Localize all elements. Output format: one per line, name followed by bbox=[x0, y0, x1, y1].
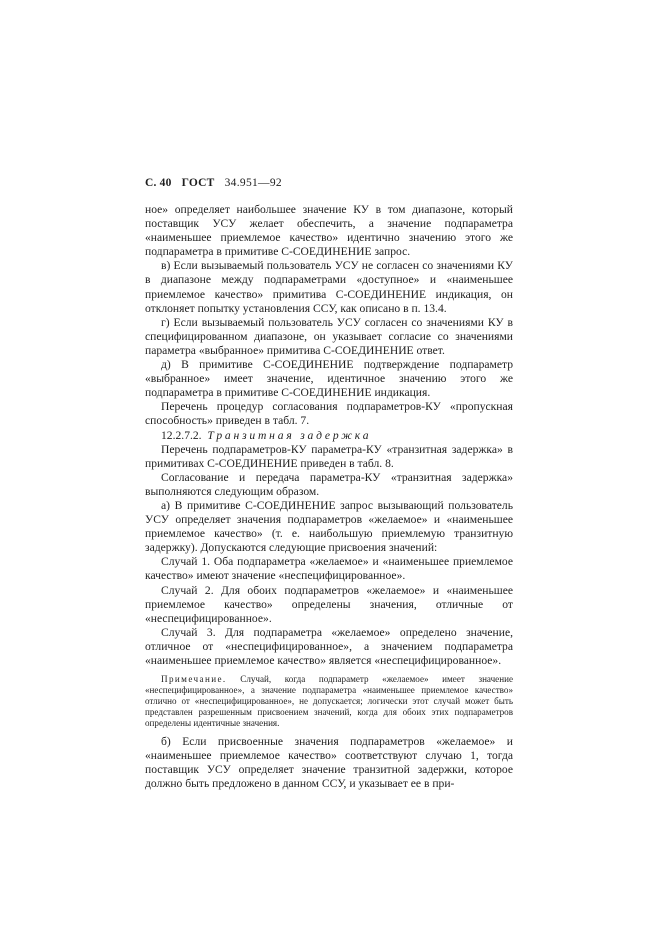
paragraph: Случай 3. Для подпараметра «желаемое» определено значение, отличное от «неспецифицированное», а значением подпараметра «наименьшее приемлемое качество» является «неспецифицированное». bbox=[145, 625, 513, 667]
paragraph: Случай 2. Для обоих подпараметров «желаемое» и «наименьшее приемлемое качество» определены значения, отличные от «неспецифицированное». bbox=[145, 583, 513, 625]
section-title: Транзитная задержка bbox=[207, 428, 372, 442]
page-header bbox=[145, 176, 513, 190]
section-number: 12.2.7.2. bbox=[161, 428, 202, 442]
standard-number: 34.951—92 bbox=[224, 177, 282, 189]
document-page bbox=[145, 176, 513, 791]
note bbox=[145, 674, 513, 729]
section-heading bbox=[145, 429, 513, 443]
paragraph: г) Если вызываемый пользователь УСУ согласен со значениями КУ в специфицированном диапазоне, он указывает согласие со значениями параметра «выбранное» примитива С-СОЕДИНЕНИЕ ответ. bbox=[145, 315, 513, 357]
note-label: Примечание. bbox=[161, 674, 227, 685]
note-text: Случай, когда подпараметр «желаемое» имеет значение «неспецифицированное», а значение подпараметра «наименьшее приемлемое качество» отлично от «неспецифицированное», не допускается; логически этот случай может быть представлен разрешенным присвоением значений, когда для обоих этих подпараметров определены идентичные значения. bbox=[145, 674, 513, 729]
paragraph: а) В примитиве С-СОЕДИНЕНИЕ запрос вызывающий пользователь УСУ определяет значения подпараметров «желаемое» и «наименьшее приемлемое качество» (т. е. наибольшую приемлемую транзитную задержку). Допускаются следующие присвоения значений: bbox=[145, 498, 513, 555]
paragraph: Согласование и передача параметра-КУ «транзитная задержка» выполняются следующим образом. bbox=[145, 470, 513, 498]
paragraph: Перечень подпараметров-КУ параметра-КУ «транзитная задержка» в примитивах С-СОЕДИНЕНИЕ приведен в табл. 8. bbox=[145, 442, 513, 470]
paragraph: в) Если вызываемый пользователь УСУ не согласен со значениями КУ в диапазоне между подпараметрами «доступное» и «наименьшее приемлемое качество» примитива С-СОЕДИНЕНИЕ индикация, он отклоняет попытку установления ССУ, как описано в п. 13.4. bbox=[145, 259, 513, 315]
document-body bbox=[145, 203, 513, 668]
document-body-continued bbox=[145, 735, 513, 791]
paragraph: д) В примитиве С-СОЕДИНЕНИЕ подтверждение подпараметр «выбранное» имеет значение, идентичное значению этого же подпараметра в примитиве С-СОЕДИНЕНИЕ индикация. bbox=[145, 358, 513, 400]
standard-label: ГОСТ bbox=[181, 177, 215, 189]
paragraph: Случай 1. Оба подпараметра «желаемое» и «наименьшее приемлемое качество» имеют значение «неспецифицированное». bbox=[145, 555, 513, 583]
paragraph: ное» определяет наибольшее значение КУ в том диапазоне, который поставщик УСУ желает обеспечить, а значение подпараметра «наименьшее приемлемое качество» идентично значению этого же подпараметра в примитиве С-СОЕДИНЕНИЕ запрос. bbox=[145, 203, 513, 259]
paragraph: б) Если присвоенные значения подпараметров «желаемое» и «наименьшее приемлемое качество» соответствуют случаю 1, тогда поставщик УСУ определяет значение транзитной задержки, которое должно быть предложено в данном ССУ, и указывает ее в при- bbox=[145, 734, 513, 790]
page-number: С. 40 bbox=[145, 177, 172, 189]
paragraph: Перечень процедур согласования подпараметров-КУ «пропускная способность» приведен в табл. 7. bbox=[145, 400, 513, 428]
